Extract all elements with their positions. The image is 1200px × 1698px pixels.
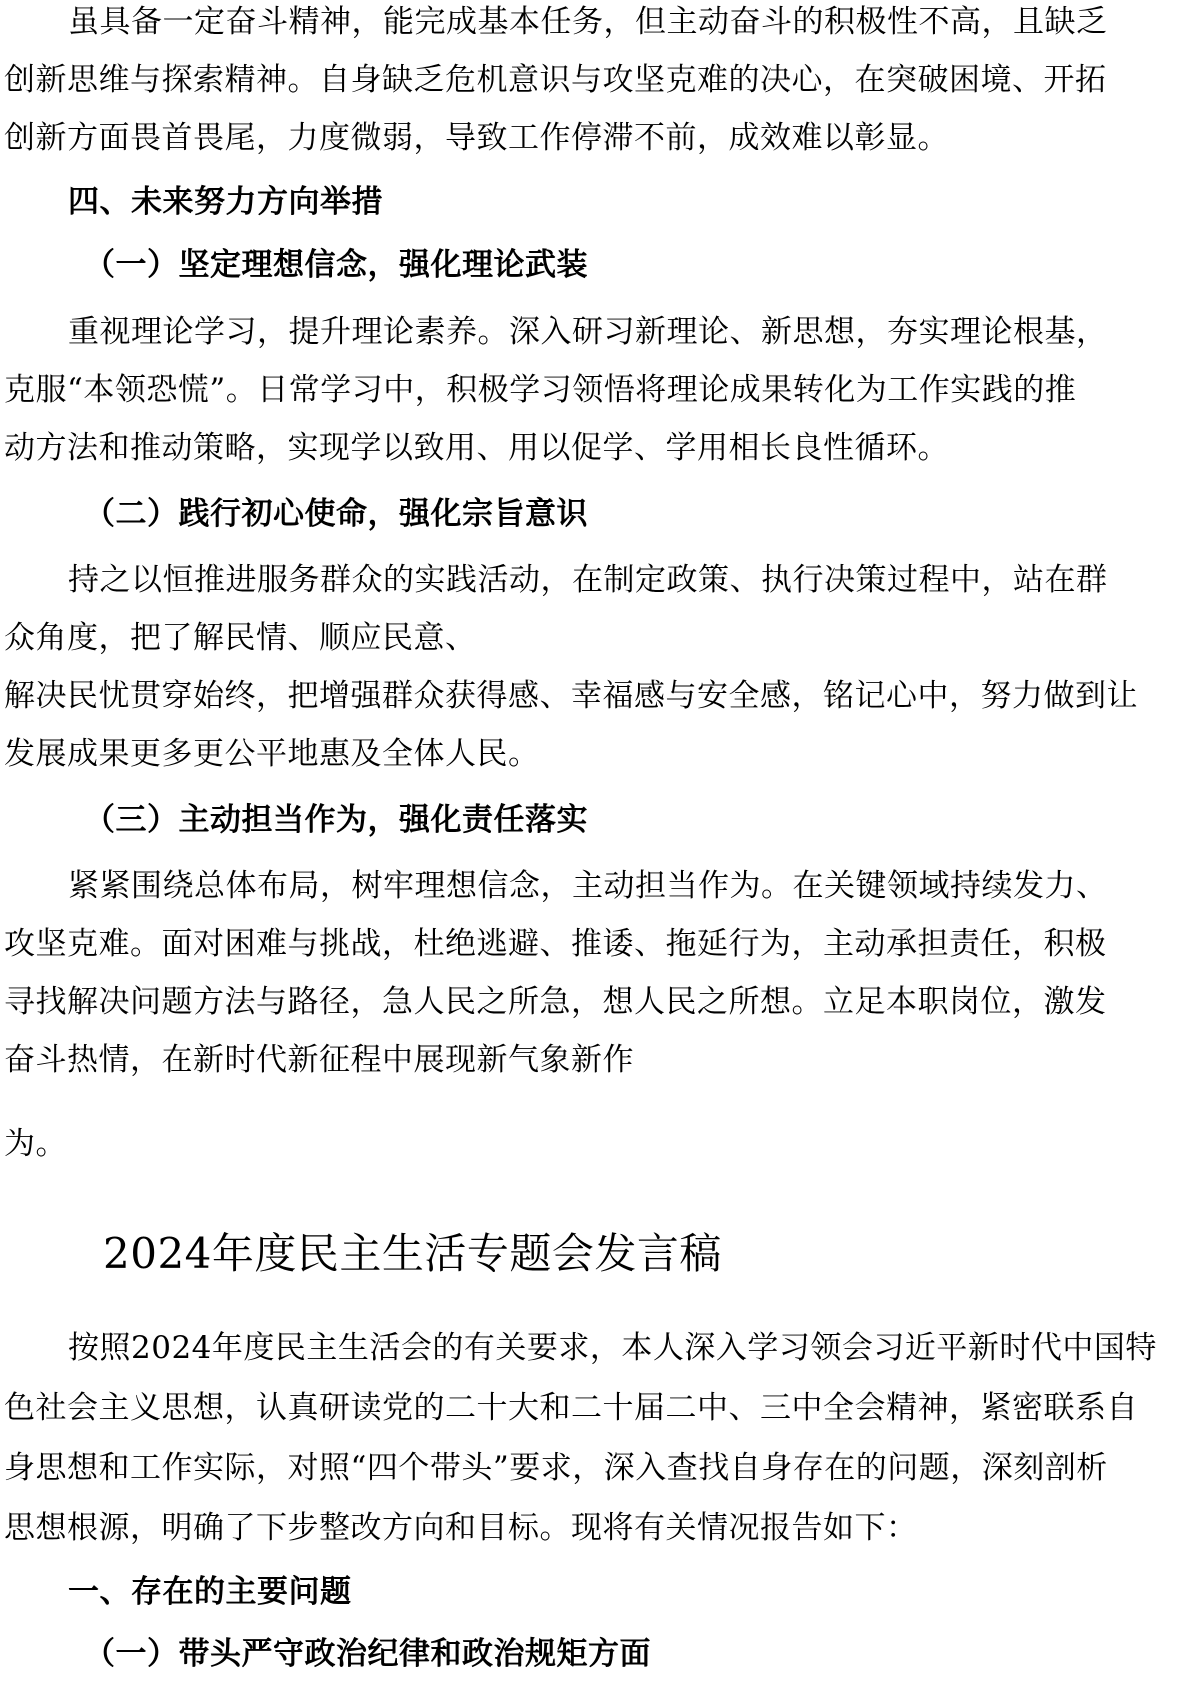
- document-title: 2024年度民主生活专题会发言稿: [103, 1229, 722, 1278]
- paragraph-line: 众角度，把了解民情、顺应民意、: [4, 620, 477, 656]
- paragraph-line: 紧紧围绕总体布局，树牢理想信念，主动担当作为。在关键领域持续发力、: [68, 868, 1108, 904]
- section-heading: 四、未来努力方向举措: [68, 184, 383, 220]
- paragraph-line: 身思想和工作实际，对照“四个带头”要求，深入查找自身存在的问题，深刻剖析: [4, 1450, 1108, 1486]
- subsection-heading: （一）坚定理想信念，强化理论武装: [84, 247, 588, 283]
- subsection-heading: （二）践行初心使命，强化宗旨意识: [84, 496, 588, 532]
- paragraph-line: 思想根源，明确了下步整改方向和目标。现将有关情况报告如下：: [4, 1510, 918, 1546]
- paragraph-line: 为。: [4, 1126, 67, 1162]
- subsection-heading: （一）带头严守政治纪律和政治规矩方面: [84, 1636, 651, 1672]
- paragraph-line: 动方法和推动策略，实现学以致用、用以促学、学用相长良性循环。: [4, 430, 949, 466]
- paragraph-line: 创新思维与探索精神。自身缺乏危机意识与攻坚克难的决心，在突破困境、开拓: [4, 62, 1107, 98]
- paragraph-line: 按照2024年度民主生活会的有关要求，本人深入学习领会习近平新时代中国特: [68, 1330, 1157, 1366]
- subsection-heading: （三）主动担当作为，强化责任落实: [84, 802, 588, 838]
- section-heading: 一、存在的主要问题: [68, 1574, 352, 1610]
- paragraph-line: 发展成果更多更公平地惠及全体人民。: [4, 736, 540, 772]
- paragraph-line: 持之以恒推进服务群众的实践活动，在制定政策、执行决策过程中，站在群: [68, 562, 1108, 598]
- paragraph-line: 解决民忧贯穿始终，把增强群众获得感、幸福感与安全感，铭记心中，努力做到让: [4, 678, 1138, 714]
- paragraph-line: 寻找解决问题方法与路径，急人民之所急，想人民之所想。立足本职岗位，激发: [4, 984, 1107, 1020]
- paragraph-line: 攻坚克难。面对困难与挑战，杜绝逃避、推诿、拖延行为，主动承担责任，积极: [4, 926, 1107, 962]
- paragraph-line: 克服“本领恐慌”。日常学习中，积极学习领悟将理论成果转化为工作实践的推: [4, 372, 1077, 408]
- paragraph-line: 重视理论学习，提升理论素养。深入研习新理论、新思想，夯实理论根基，: [68, 314, 1108, 350]
- paragraph-line: 奋斗热情，在新时代新征程中展现新气象新作: [4, 1042, 634, 1078]
- paragraph-line: 虽具备一定奋斗精神，能完成基本任务，但主动奋斗的积极性不高，且缺乏: [68, 4, 1108, 40]
- paragraph-line: 色社会主义思想，认真研读党的二十大和二十届二中、三中全会精神，紧密联系自: [4, 1390, 1138, 1426]
- paragraph-line: 创新方面畏首畏尾，力度微弱，导致工作停滞不前，成效难以彰显。: [4, 120, 949, 156]
